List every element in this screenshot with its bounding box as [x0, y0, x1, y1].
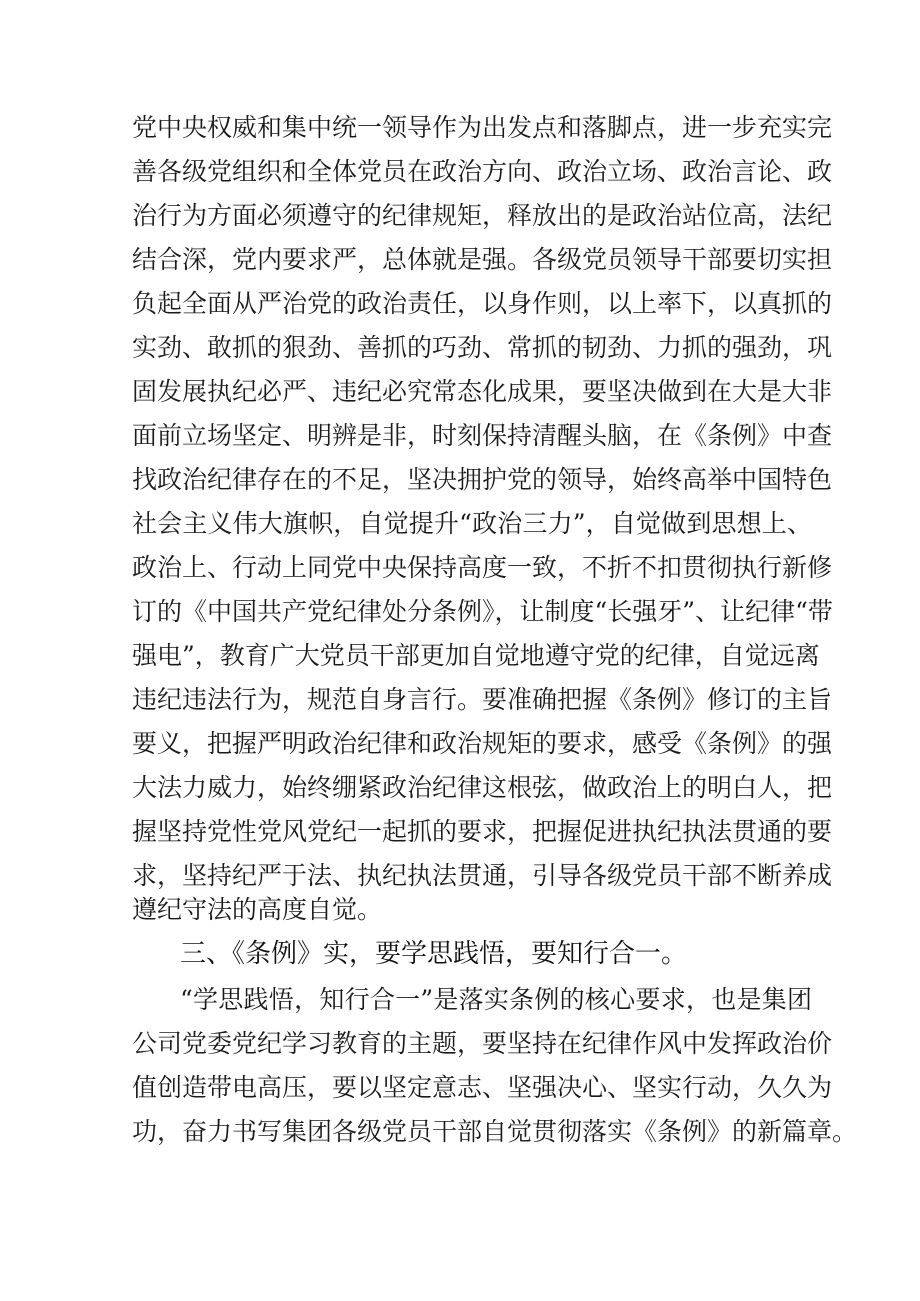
paragraph-line: 面前立场坚定、明辨是非，时刻保持清醒头脑，在《条例》中查 — [132, 421, 833, 450]
paragraph-line: 实劲、敢抓的狠劲、善抓的巧劲、常抓的韧劲、力抓的强劲，巩 — [132, 333, 833, 362]
paragraph-line: “学思践悟，知行合一”是落实条例的核心要求，也是集团 — [180, 985, 812, 1014]
paragraph-line: 功，奋力书写集团各级党员干部自觉贯彻落实《条例》的新篇章。 — [132, 1117, 858, 1146]
paragraph-line: 固发展执纪必严、违纪必究常态化成果，要坚决做到在大是大非 — [132, 377, 833, 406]
paragraph-line: 公司党委党纪学习教育的主题，要坚持在纪律作风中发挥政治价 — [132, 1029, 833, 1058]
section-heading: 三、《条例》实，要学思践悟，要知行合一。 — [180, 939, 688, 969]
paragraph-line: 社会主义伟大旗帜，自觉提升“政治三力”，自觉做到思想上、 — [132, 509, 812, 538]
paragraph-line: 治行为方面必须遵守的纪律规矩，释放出的是政治站位高，法纪 — [132, 201, 833, 230]
paragraph-line: 订的《中国共产党纪律处分条例》，让制度“长强牙”、让纪律“带 — [132, 597, 833, 626]
paragraph-line: 党中央权威和集中统一领导作为出发点和落脚点，进一步充实完 — [132, 113, 833, 142]
paragraph-line: 握坚持党性党风党纪一起抓的要求，把握促进执纪执法贯通的要 — [132, 817, 833, 846]
paragraph-line: 政治上、行动上同党中央保持高度一致，不折不扣贯彻执行新修 — [132, 553, 833, 582]
paragraph-line: 值创造带电高压，要以坚定意志、坚强决心、坚实行动，久久为 — [132, 1073, 833, 1102]
paragraph-line: 大法力威力，始终绷紧政治纪律这根弦，做政治上的明白人，把 — [132, 773, 833, 802]
paragraph-line: 负起全面从严治党的政治责任，以身作则，以上率下，以真抓的 — [132, 289, 833, 318]
paragraph-line: 要义，把握严明政治纪律和政治规矩的要求，感受《条例》的强 — [132, 729, 833, 758]
paragraph-line: 强电”，教育广大党员干部更加自觉地遵守党的纪律，自觉远离 — [132, 641, 820, 670]
paragraph-line: 找政治纪律存在的不足，坚决拥护党的领导，始终高举中国特色 — [132, 465, 833, 494]
paragraph-line: 结合深，党内要求严，总体就是强。各级党员领导干部要切实担 — [132, 245, 833, 274]
paragraph-line: 违纪违法行为，规范自身言行。要准确把握《条例》修订的主旨 — [132, 685, 833, 714]
paragraph-line: 遵纪守法的高度自觉。 — [132, 895, 383, 924]
paragraph-line: 善各级党组织和全体党员在政治方向、政治立场、政治言论、政 — [132, 157, 833, 186]
paragraph-line: 求，坚持纪严于法、执纪执法贯通，引导各级党员干部不断养成 — [132, 861, 833, 890]
